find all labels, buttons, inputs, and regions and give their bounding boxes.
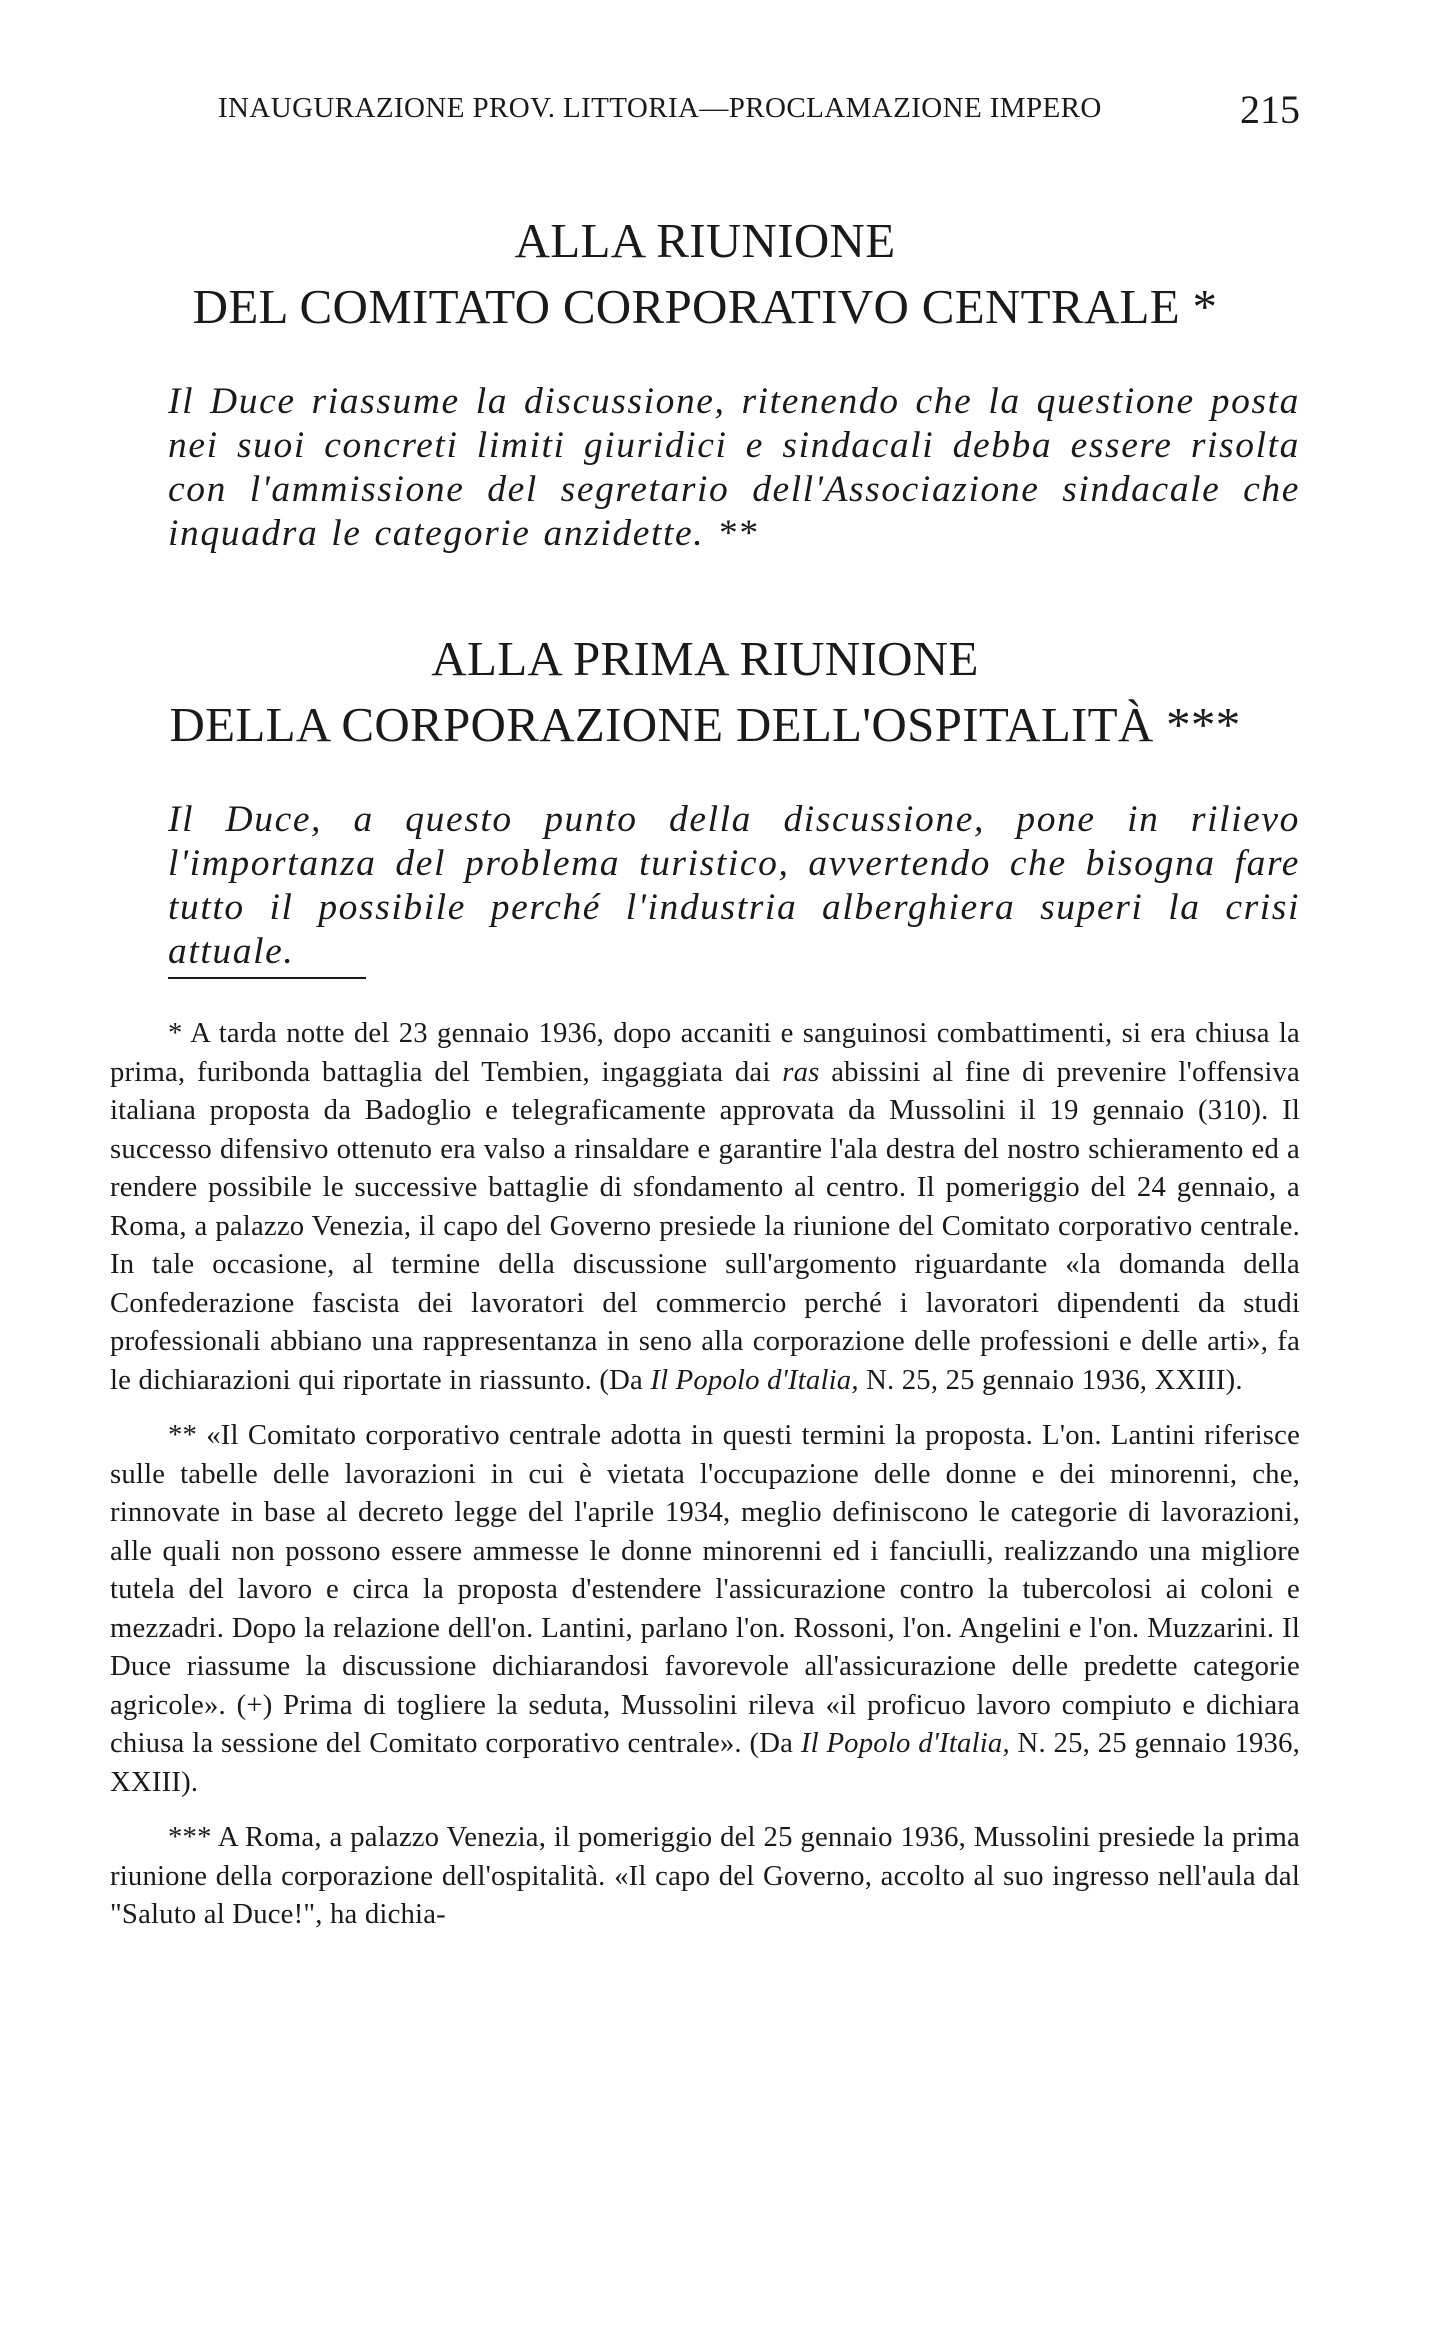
running-head [110, 87, 1300, 142]
page-number: 215 [1240, 87, 1300, 132]
footnote-text: ** «Il Comitato corporativo centrale adotta in questi termini la proposta. L'on. Lantini riferisce sulle tabelle delle lavorazioni in cui è vietata l'occupazione delle donne e dei minorenni, che, rinnovate in base al decreto legge del l'aprile 1934, meglio definiscono le categorie di lavorazioni, alle quali non possono essere ammesse le donne minorenni ed i fanciulli, realizzando una migliore tutela del lavoro e circa la proposta d'estendere l'assicurazione contro la tubercolosi ai coloni e mezzadri. Dopo la relazione dell'on. Lantini, parlano l'on. Rossoni, l'on. Angelini e l'on. Muzzarini. Il Duce riassume la discussione dichiarandosi favorevole all'assicurazione delle predette categorie agricole». (+) Prima di togliere la seduta, Mussolini rileva «il proficuo lavoro compiuto e dichiara chiusa la sessione del Comitato corporativo centrale». (Da [110, 1419, 1300, 1759]
section-heading-comitato [110, 208, 1300, 340]
section-heading-line: ALLA PRIMA RIUNIONE [431, 631, 979, 686]
section-heading-line: DELLA CORPORAZIONE DELL'OSPITALITÀ *** [169, 697, 1241, 752]
footnote-text: *** A Roma, a palazzo Venezia, il pomeriggio del 25 gennaio 1936, Mussolini presiede la prima riunione della corporazione dell'ospitalità. «Il capo del Governo, accolto al suo ingresso nell'aula dal "Saluto al Duce!", ha dichia- [110, 1821, 1300, 1930]
footnote-text: N. 25, 25 gennaio 1936, XXIII). [858, 1363, 1243, 1396]
footnote-separator [168, 977, 366, 979]
section-heading-line: ALLA RIUNIONE [514, 213, 896, 268]
section-heading-ospitalita [110, 626, 1300, 758]
footnote-3 [110, 1818, 1300, 1934]
footnote-text: abissini al fine di prevenire l'offensiva italiana proposta da Badoglio e telegraficamente approvata da Mussolini il 19 gennaio (310). Il successo difensivo ottenuto era valso a rinsaldare e garantire l'ala destra del nostro schieramento ed a rendere possibile le successive battaglie di sfondamento al centro. Il pomeriggio del 24 gennaio, a Roma, a palazzo Venezia, il capo del Governo presiede la riunione del Comitato corporativo centrale. In tale occasione, al termine della discussione sull'argomento riguardante «la domanda della Confederazione fascista dei lavoratori del commercio perché i lavoratori dipendenti da studi professionali abbiano una rappresentanza in seno alla corporazione delle professioni e delle arti», fa le dichiarazioni qui riportate in riassunto. (Da [110, 1055, 1300, 1396]
section-body-ospitalita [110, 798, 1300, 974]
footnote-text: * A tarda notte del 23 gennaio 1936, dopo accaniti e sanguinosi combattimenti, si era chiusa la prima, furibonda battaglia del Tembien, ingaggiata dai [110, 1017, 1300, 1088]
section-body-text: Il Duce, a questo punto della discussione, pone in rilievo l'importanza del problema turistico, avvertendo che bisogna fare tutto il possibile perché l'industria alberghiera superi la crisi attuale. [168, 799, 1300, 972]
footnotes [110, 1014, 1300, 1951]
footnote-text: N. 25, 25 gennaio 1936, XXIII). [110, 1727, 1300, 1798]
section-heading-line: DEL COMITATO CORPORATIVO CENTRALE * [192, 279, 1218, 334]
running-head-title: INAUGURAZIONE PROV. LITTORIA—PROCLAMAZIONE IMPERO [218, 92, 1102, 124]
section-body-text: Il Duce riassume la discussione, ritenendo che la questione posta nei suoi concreti limiti giuridici e sindacali debba essere risolta con l'ammissione del segretario dell'Associazione sindacale che inquadra le categorie anzidette. ** [168, 381, 1300, 554]
footnote-2 [110, 1416, 1300, 1801]
footnote-source-title: Il Popolo d'Italia, [800, 1727, 1010, 1759]
footnote-1 [110, 1014, 1300, 1399]
section-body-comitato [110, 380, 1300, 556]
footnote-italic-term: ras [782, 1055, 820, 1088]
footnote-source-title: Il Popolo d'Italia, [650, 1363, 859, 1396]
